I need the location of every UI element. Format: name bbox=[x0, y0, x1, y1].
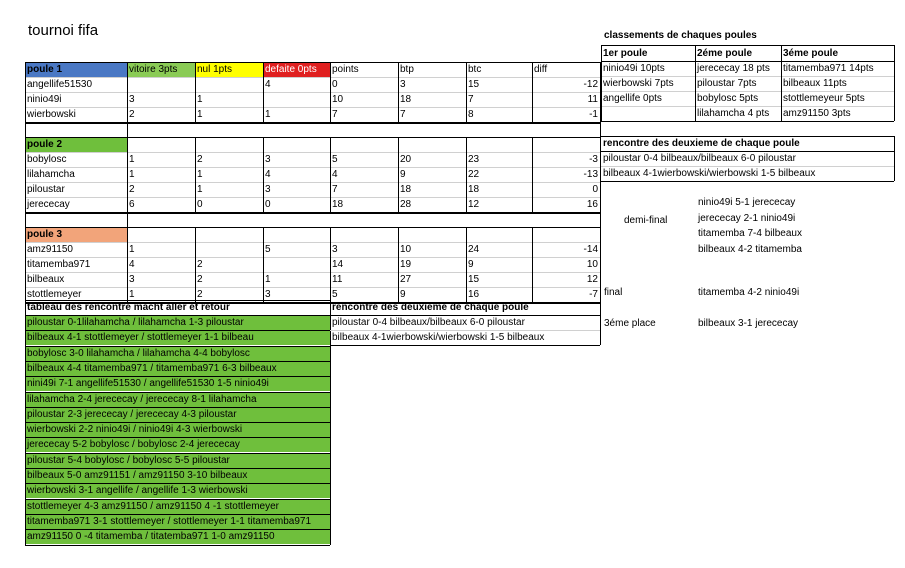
rule-line bbox=[601, 121, 894, 122]
match-row: wierbowski 2-2 ninio49i / ninio49i 4-3 wierbowski bbox=[25, 422, 330, 437]
player-name: bobylosc bbox=[27, 154, 67, 165]
third-place-match: bilbeaux 3-1 jerececay bbox=[698, 318, 799, 329]
rule-line bbox=[398, 62, 399, 122]
rule-line bbox=[330, 315, 600, 316]
rule-line bbox=[25, 330, 330, 331]
match-row: nini49i 7-1 angellife51530 / angellife51530 1-5 ninio49i bbox=[25, 376, 330, 391]
match-row: stottlemeyer 4-3 amz91150 / amz91150 4 -1 stottlemeyer bbox=[25, 499, 330, 514]
rule-line bbox=[600, 300, 601, 345]
column-header: defaite 0pts bbox=[263, 62, 330, 77]
stat-cell: 0 bbox=[592, 184, 598, 195]
column-header: vitoire 3pts bbox=[127, 62, 195, 77]
rule-line bbox=[600, 197, 601, 227]
rule-line bbox=[25, 392, 330, 393]
rule-line bbox=[25, 514, 330, 515]
column-header: btp bbox=[400, 64, 414, 75]
rule-line bbox=[25, 122, 26, 137]
stat-cell: -12 bbox=[583, 79, 598, 90]
rule-line bbox=[601, 61, 894, 62]
stat-cell: 1 bbox=[129, 154, 135, 165]
rule-line bbox=[894, 45, 895, 121]
rule-line bbox=[601, 151, 894, 152]
stat-cell: 3 bbox=[265, 289, 271, 300]
stat-cell bbox=[263, 257, 330, 272]
rule-line bbox=[25, 77, 600, 78]
player-name: bilbeaux bbox=[27, 274, 65, 285]
rule-line bbox=[330, 345, 600, 346]
match-row: lilahamcha 2-4 jerececay / jerececay 8-1 lilahamcha bbox=[25, 392, 330, 407]
stat-cell: 4 bbox=[265, 79, 271, 90]
ranking-header: 2éme poule bbox=[697, 48, 753, 59]
group-name: poule 2 bbox=[25, 137, 127, 152]
rule-line bbox=[25, 315, 330, 316]
match-row: wierbowski 3-1 angellife / angellife 1-3 wierbowski bbox=[25, 483, 330, 498]
rule-line bbox=[466, 62, 467, 122]
stat-cell: 0 bbox=[197, 199, 203, 210]
rule-line bbox=[25, 167, 600, 168]
stat-cell: 1 bbox=[129, 244, 135, 255]
rule-line bbox=[25, 197, 600, 198]
semi-final-match: titamemba 7-4 bilbeaux bbox=[698, 228, 802, 239]
match-row: bilbeaux 4-1 stottlemeyer / stottlemeyer 1-1 bilbeau bbox=[25, 330, 330, 345]
ranking-cell: ninio49i 10pts bbox=[603, 63, 665, 74]
rule-line bbox=[25, 257, 600, 258]
rule-line bbox=[263, 137, 264, 212]
stat-cell: 23 bbox=[468, 154, 480, 165]
rule-line bbox=[600, 122, 601, 137]
stat-cell: 16 bbox=[468, 289, 480, 300]
stat-cell bbox=[195, 77, 263, 92]
ranking-cell: jerececay 18 pts bbox=[697, 63, 770, 74]
rule-line bbox=[25, 499, 330, 500]
match-row: jerececay 5-2 bobylosc / bobylosc 2-4 jerececay bbox=[25, 437, 330, 452]
rule-line bbox=[695, 45, 696, 121]
rule-line bbox=[398, 227, 399, 302]
player-name: wierbowski bbox=[27, 109, 76, 120]
column-header: points bbox=[332, 64, 359, 75]
stat-cell: 4 bbox=[265, 169, 271, 180]
semi-final-label: demi-final bbox=[624, 215, 668, 226]
rule-line bbox=[127, 227, 128, 302]
stat-cell: -14 bbox=[583, 244, 598, 255]
player-name: piloustar bbox=[27, 184, 65, 195]
stat-cell: 7 bbox=[468, 94, 474, 105]
ranking-cell: bilbeaux 11pts bbox=[783, 78, 847, 89]
rule-line bbox=[330, 330, 600, 331]
stat-cell bbox=[127, 77, 195, 92]
rule-line bbox=[601, 45, 894, 46]
match-row: piloustar 2-3 jerececay / jerececay 4-3 piloustar bbox=[25, 407, 330, 422]
stat-cell: 18 bbox=[400, 94, 412, 105]
stat-cell: 2 bbox=[197, 274, 203, 285]
stat-cell: 18 bbox=[400, 184, 412, 195]
stat-cell: 9 bbox=[400, 169, 406, 180]
stat-cell: 3 bbox=[400, 79, 406, 90]
rule-line bbox=[25, 213, 600, 214]
ranking-cell: piloustar 7pts bbox=[697, 78, 757, 89]
stat-cell: 5 bbox=[265, 244, 271, 255]
rule-line bbox=[25, 272, 600, 273]
match-row: piloustar 0-1lilahamcha / lilahamcha 1-3 piloustar bbox=[25, 315, 330, 330]
rule-line bbox=[25, 242, 600, 243]
rule-line bbox=[894, 136, 895, 181]
ranking-cell: amz91150 3pts bbox=[783, 108, 851, 119]
stat-cell: 1 bbox=[197, 94, 203, 105]
ranking-header: 3éme poule bbox=[783, 48, 839, 59]
stat-cell: 2 bbox=[197, 154, 203, 165]
stat-cell: 2 bbox=[129, 109, 135, 120]
stat-cell: -7 bbox=[589, 289, 598, 300]
stat-cell: 7 bbox=[332, 109, 338, 120]
rule-line bbox=[532, 137, 533, 212]
seconds-row: piloustar 0-4 bilbeaux/bilbeaux 6-0 piloustar bbox=[603, 153, 796, 164]
match-row: bilbeaux 5-0 amz91151 / amz91150 3-10 bilbeaux bbox=[25, 468, 330, 483]
rule-line bbox=[330, 62, 331, 122]
stat-cell: 1 bbox=[197, 184, 203, 195]
player-name: ninio49i bbox=[27, 94, 62, 105]
player-name: lilahamcha bbox=[27, 169, 75, 180]
seconds-row: bilbeaux 4-1wierbowski/wierbowski 1-5 bilbeaux bbox=[603, 168, 816, 179]
rule-line bbox=[25, 407, 330, 408]
rule-line bbox=[25, 62, 26, 122]
stat-cell: 1 bbox=[129, 169, 135, 180]
rule-line bbox=[127, 122, 128, 137]
rule-line bbox=[25, 227, 600, 228]
ranking-header: 1er poule bbox=[603, 48, 648, 59]
ranking-cell: lilahamcha 4 pts bbox=[697, 108, 770, 119]
stat-cell: 1 bbox=[197, 169, 203, 180]
semi-final-match: ninio49i 5-1 jerececay bbox=[698, 197, 796, 208]
stat-cell: 10 bbox=[586, 259, 598, 270]
column-header: diff bbox=[534, 64, 548, 75]
stat-cell: 20 bbox=[400, 154, 412, 165]
stat-cell: -1 bbox=[589, 109, 598, 120]
stat-cell: 2 bbox=[129, 184, 135, 195]
rule-line bbox=[466, 137, 467, 212]
page-title: tournoi fifa bbox=[28, 22, 99, 39]
rule-line bbox=[398, 137, 399, 212]
ranking-cell: bobylosc 5pts bbox=[697, 93, 759, 104]
stat-cell: 2 bbox=[197, 259, 203, 270]
stat-cell: 10 bbox=[332, 94, 344, 105]
rule-line bbox=[25, 152, 600, 153]
semi-final-match: bilbeaux 4-2 titamemba bbox=[698, 243, 802, 255]
rule-line bbox=[601, 106, 894, 107]
stat-cell: 16 bbox=[586, 199, 598, 210]
player-name: jerececay bbox=[27, 199, 70, 210]
stat-cell: 1 bbox=[265, 274, 271, 285]
stat-cell: 28 bbox=[400, 199, 412, 210]
player-name: amz91150 bbox=[27, 244, 73, 255]
ranking-cell: wierbowski 7pts bbox=[603, 78, 674, 89]
stat-cell: 12 bbox=[468, 199, 480, 210]
stat-cell: 7 bbox=[332, 184, 338, 195]
player-name: stottlemeyer bbox=[27, 289, 82, 300]
stat-cell: 27 bbox=[400, 274, 412, 285]
rule-line bbox=[25, 437, 330, 438]
stat-cell: 19 bbox=[400, 259, 412, 270]
rule-line bbox=[25, 361, 330, 362]
rule-line bbox=[601, 136, 894, 137]
seconds-header: rencontre des deuxieme de chaque poule bbox=[332, 302, 529, 313]
rule-line bbox=[263, 227, 264, 302]
stat-cell: 14 bbox=[332, 259, 344, 270]
stat-cell: 0 bbox=[265, 199, 271, 210]
rule-line bbox=[127, 62, 128, 122]
stat-cell: 18 bbox=[468, 184, 480, 195]
stat-cell: 3 bbox=[129, 274, 135, 285]
rule-line bbox=[781, 45, 782, 121]
rule-line bbox=[601, 181, 894, 182]
rule-line bbox=[25, 123, 600, 124]
rule-line bbox=[25, 545, 330, 546]
stat-cell: 9 bbox=[468, 259, 474, 270]
rule-line bbox=[25, 346, 330, 347]
stat-cell bbox=[195, 242, 263, 257]
match-row: amz91150 0 -4 titamemba / titatemba971 1-0 amz91150 bbox=[25, 529, 330, 544]
seconds-row: piloustar 0-4 bilbeaux/bilbeaux 6-0 piloustar bbox=[332, 317, 525, 328]
ranking-cell: stottlemeyeur 5pts bbox=[783, 93, 865, 104]
rule-line bbox=[25, 197, 26, 227]
stat-cell: 11 bbox=[587, 94, 598, 105]
rule-line bbox=[532, 227, 533, 302]
stat-cell: 3 bbox=[265, 154, 271, 165]
rule-line bbox=[127, 197, 128, 227]
rule-line bbox=[25, 92, 600, 93]
stat-cell: 5 bbox=[332, 289, 338, 300]
rule-line bbox=[25, 376, 330, 377]
stat-cell bbox=[263, 92, 330, 107]
rule-line bbox=[25, 468, 330, 469]
rule-line bbox=[25, 453, 330, 454]
rule-line bbox=[25, 107, 600, 108]
ranking-cell bbox=[601, 106, 695, 121]
stat-cell: 1 bbox=[197, 109, 203, 120]
matches-header: tableau des rencontre macht aller et retour bbox=[27, 302, 230, 313]
stat-cell: 4 bbox=[129, 259, 135, 270]
player-name: titamemba971 bbox=[27, 259, 91, 270]
group-name: poule 1 bbox=[25, 62, 127, 77]
stat-cell: 9 bbox=[400, 289, 406, 300]
rule-line bbox=[25, 529, 330, 530]
stat-cell: 1 bbox=[265, 109, 271, 120]
rule-line bbox=[195, 62, 196, 122]
stat-cell: -3 bbox=[589, 154, 598, 165]
rule-line bbox=[601, 91, 894, 92]
rule-line bbox=[25, 137, 600, 138]
rule-line bbox=[25, 483, 330, 484]
semi-final-match: jerececay 2-1 ninio49i bbox=[698, 212, 796, 224]
stat-cell: 2 bbox=[197, 289, 203, 300]
ranking-cell: titamemba971 14pts bbox=[783, 63, 874, 74]
stat-cell: 22 bbox=[468, 169, 480, 180]
match-row: bilbeaux 4-4 titamemba971 / titamemba971 6-3 bilbeaux bbox=[25, 361, 330, 376]
rule-line bbox=[25, 422, 330, 423]
rule-line bbox=[263, 62, 264, 122]
stat-cell: 24 bbox=[468, 244, 480, 255]
seconds-row: bilbeaux 4-1wierbowski/wierbowski 1-5 bilbeaux bbox=[332, 332, 545, 343]
seconds-header: rencontre des deuxieme de chaque poule bbox=[603, 138, 800, 149]
rule-line bbox=[25, 300, 26, 545]
stat-cell: 15 bbox=[468, 79, 480, 90]
final-label: final bbox=[604, 287, 623, 298]
rule-line bbox=[532, 62, 533, 122]
stat-cell: -13 bbox=[583, 169, 598, 180]
stat-cell: 18 bbox=[332, 199, 344, 210]
rule-line bbox=[330, 137, 331, 212]
stat-cell: 1 bbox=[129, 289, 135, 300]
rule-line bbox=[601, 166, 894, 167]
stat-cell: 3 bbox=[129, 94, 135, 105]
ranking-title: classements de chaques poules bbox=[604, 30, 757, 41]
stat-cell: 3 bbox=[265, 184, 271, 195]
rule-line bbox=[25, 182, 600, 183]
stat-cell: 15 bbox=[468, 274, 480, 285]
column-header: nul 1pts bbox=[195, 62, 263, 77]
player-name: angellife51530 bbox=[27, 79, 93, 90]
stat-cell: 12 bbox=[586, 274, 598, 285]
match-row: piloustar 5-4 bobylosc / bobylosc 5-5 piloustar bbox=[25, 453, 330, 468]
third-place-label: 3éme place bbox=[604, 318, 656, 329]
column-header: btc bbox=[468, 64, 482, 75]
stat-cell: 6 bbox=[129, 199, 135, 210]
stat-cell: 8 bbox=[468, 109, 474, 120]
rule-line bbox=[25, 300, 330, 301]
rule-line bbox=[601, 45, 602, 121]
match-row: titamemba971 3-1 stottlemeyer / stottlemeyer 1-1 titamemba971 bbox=[25, 514, 330, 529]
rule-line bbox=[601, 76, 894, 77]
stat-cell: 10 bbox=[400, 244, 412, 255]
final-match: titamemba 4-2 ninio49i bbox=[698, 287, 800, 298]
rule-line bbox=[25, 287, 600, 288]
stat-cell: 7 bbox=[400, 109, 406, 120]
ranking-cell: angellife 0pts bbox=[603, 93, 662, 104]
stat-cell: 5 bbox=[332, 154, 338, 165]
rule-line bbox=[25, 62, 600, 63]
group-name: poule 3 bbox=[25, 227, 127, 242]
stat-cell: 11 bbox=[332, 274, 343, 285]
stat-cell: 4 bbox=[332, 169, 338, 180]
stat-cell: 0 bbox=[332, 79, 338, 90]
rule-line bbox=[330, 227, 331, 302]
rule-line bbox=[195, 137, 196, 212]
rule-line bbox=[195, 227, 196, 302]
rule-line bbox=[466, 227, 467, 302]
match-row: bobylosc 3-0 lilahamcha / lilahamcha 4-4 bobylosc bbox=[25, 346, 330, 361]
stat-cell: 3 bbox=[332, 244, 338, 255]
